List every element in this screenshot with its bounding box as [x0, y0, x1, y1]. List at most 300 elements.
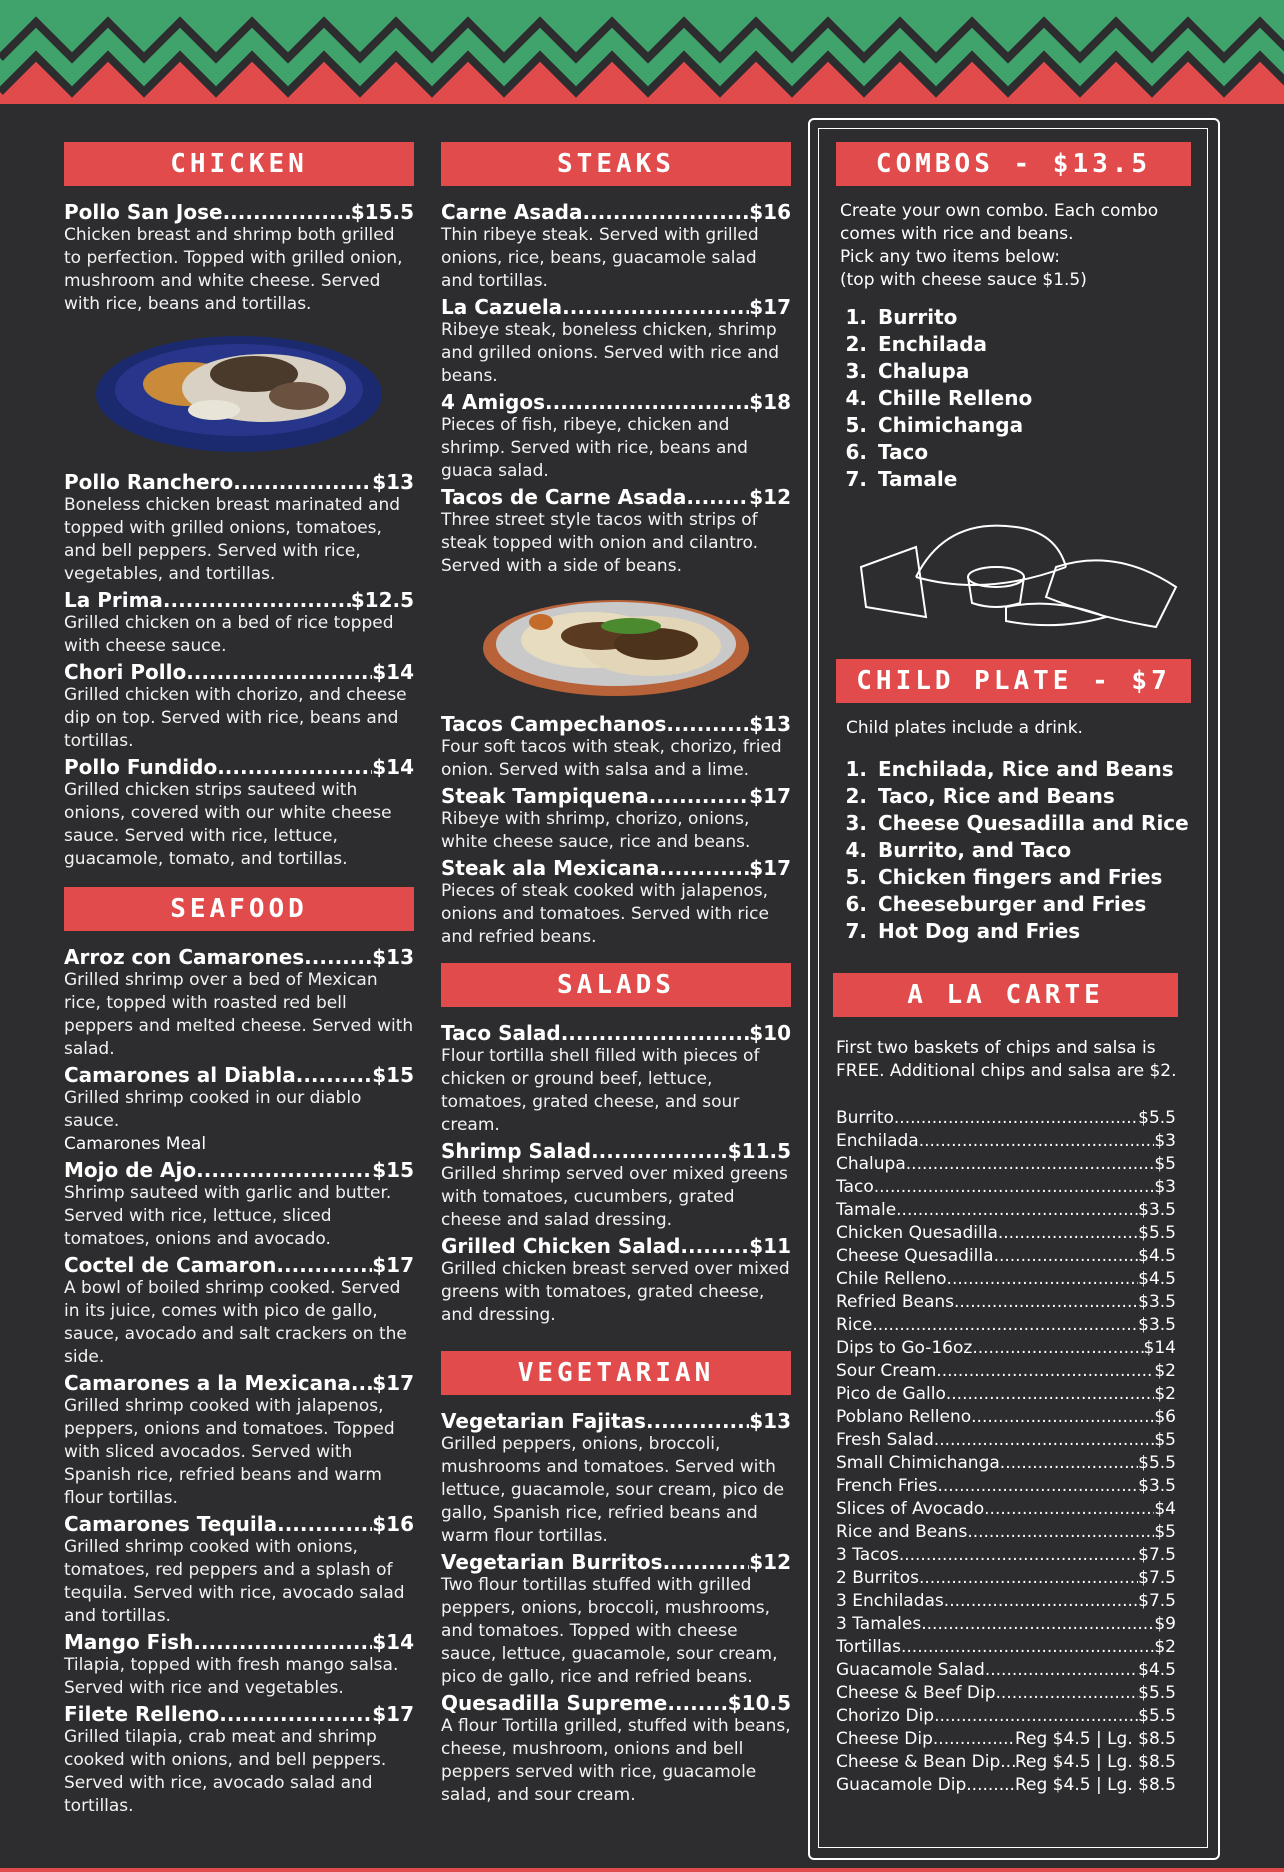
menu-item-title: [64, 1063, 414, 1087]
a-la-carte-row: [836, 1774, 1176, 1797]
menu-item-name: Quesadilla Supreme: [441, 1691, 668, 1715]
menu-item: [64, 1371, 414, 1510]
chicken-heading: CHICKEN: [64, 142, 414, 186]
vegetarian-heading: VEGETARIAN: [441, 1351, 791, 1395]
a-la-carte-row: [836, 1682, 1176, 1705]
a-la-carte-item-name: Cheese Dip: [836, 1729, 933, 1749]
menu-item-title: [64, 755, 414, 779]
menu-item-name: Pollo Fundido: [64, 755, 218, 779]
a-la-carte-item-price: $5.5: [1138, 1453, 1176, 1473]
menu-item-price: $13: [749, 712, 791, 736]
menu-item-price: $11: [749, 1234, 791, 1258]
menu-item-price: $10.5: [727, 1691, 791, 1715]
dot-leader: [666, 712, 749, 736]
menu-item-description: Grilled shrimp over a bed of Mexican rice, topped with roasted red bell peppers and melted cheese. Served with salad.: [64, 970, 414, 1059]
menu-item: [64, 1630, 414, 1700]
menu-item-price: $17: [749, 784, 791, 808]
menu-item-price: $16: [372, 1512, 414, 1536]
menu-item-description: Flour tortilla shell filled with pieces of chicken or ground beef, lettuce, tomatoes, grated cheese, and sour cream.: [441, 1046, 760, 1135]
menu-item-description: Grilled peppers, onions, broccoli, mushrooms and tomatoes. Served with lettuce, guacamole, sour cream, pico de gallo, Spanish rice, refried beans and warm flour tortillas.: [441, 1434, 785, 1546]
menu-item-name: Pollo Ranchero: [64, 470, 234, 494]
dot-leader: [219, 1702, 372, 1726]
dot-leader: [186, 660, 372, 684]
menu-item: [441, 1021, 791, 1137]
menu-item-title: [64, 1512, 414, 1536]
combo-item: 3. Chalupa: [874, 358, 1191, 385]
a-la-carte-item-name: Pico de Gallo: [836, 1384, 946, 1404]
menu-item-name: Carne Asada: [441, 200, 583, 224]
a-la-carte-item-name: Chile Relleno: [836, 1269, 947, 1289]
a-la-carte-row: [836, 1590, 1176, 1613]
a-la-carte-heading: A LA CARTE: [833, 973, 1178, 1017]
seafood-heading: SEAFOOD: [64, 887, 414, 931]
a-la-carte-item-name: French Fries: [836, 1476, 938, 1496]
a-la-carte-row: [836, 1199, 1176, 1222]
dot-leader: [163, 588, 351, 612]
menu-item-title: [64, 1702, 414, 1726]
menu-item-description: Tilapia, topped with fresh mango salsa. Served with rice and vegetables.: [64, 1655, 399, 1698]
dot-leader: [896, 1199, 1138, 1222]
menu-item-description: Grilled shrimp cooked with jalapenos, peppers, onions and tomatoes. Topped with sliced avocados. Served with Spanish rice, refried beans and warm flour tortillas.: [64, 1396, 395, 1508]
a-la-carte-row: [836, 1176, 1176, 1199]
a-la-carte-item-price: $3.5: [1138, 1476, 1176, 1496]
dot-leader: [680, 1234, 749, 1258]
a-la-carte-item-name: Chicken Quesadilla: [836, 1223, 998, 1243]
dot-leader: [545, 390, 749, 414]
menu-item-price: $15: [372, 1063, 414, 1087]
menu-item: [64, 1063, 414, 1156]
menu-item-description: Ribeye with shrimp, chorizo, onions, white cheese sauce, rice and beans.: [441, 809, 751, 852]
dot-leader: [899, 1544, 1138, 1567]
menu-item-price: $13: [372, 470, 414, 494]
menu-item-title: [441, 1139, 791, 1163]
a-la-carte-item-price: $7.5: [1138, 1545, 1176, 1565]
a-la-carte-row: [836, 1567, 1176, 1590]
pollo-san-jose-photo: [94, 324, 384, 456]
child-plate-heading: CHILD PLATE - $7: [836, 659, 1191, 703]
menu-item-description: Pieces of steak cooked with jalapenos, onions and tomatoes. Served with rice and refried beans.: [441, 881, 769, 947]
menu-item-title: [64, 588, 414, 612]
a-la-carte-item-price: $5.5: [1138, 1706, 1176, 1726]
menu-item-description: Boneless chicken breast marinated and topped with grilled onions, tomatoes, and bell peppers. Served with rice, vegetables, and tortillas.: [64, 495, 401, 584]
menu-item: [441, 485, 791, 578]
menu-item: [441, 390, 791, 483]
menu-item-description: Grilled chicken strips sauteed with onions, covered with our white cheese sauce. Served with rice, lettuce, guacamole, tomato, and tortillas.: [64, 780, 392, 869]
dot-leader: [649, 784, 750, 808]
a-la-carte-row: [836, 1452, 1176, 1475]
dot-leader: [583, 200, 750, 224]
a-la-carte-item-name: Taco: [836, 1177, 874, 1197]
a-la-carte-item-name: Refried Beans: [836, 1292, 955, 1312]
menu-item: [64, 755, 414, 871]
child-plate-item: 7. Hot Dog and Fries: [874, 918, 1191, 945]
menu-item-name: 4 Amigos: [441, 390, 546, 414]
bottom-strip: [0, 1868, 1284, 1872]
dot-leader: [934, 1705, 1138, 1728]
menu-item: [441, 295, 791, 388]
a-la-carte-item-price: Reg $4.5 | Lg. $8.5: [1014, 1729, 1176, 1749]
menu-item-name: Chori Pollo: [64, 660, 187, 684]
menu-item-name: Vegetarian Fajitas: [441, 1409, 646, 1433]
menu-item: [441, 856, 791, 949]
dot-leader: [921, 1613, 1154, 1636]
a-la-carte-item-name: Tamale: [836, 1200, 897, 1220]
menu-item-name: Steak Tampiquena: [441, 784, 649, 808]
menu-item: [441, 1234, 791, 1327]
menu-item: [64, 660, 414, 753]
a-la-carte-item-price: Reg $4.5 | Lg. $8.5: [1014, 1775, 1176, 1795]
dot-leader: [277, 1512, 372, 1536]
dot-leader: [296, 1063, 373, 1087]
menu-item: [441, 200, 791, 293]
combos-intro: Create your own combo. Each combo comes with rice and beans. Pick any two items below: (top with cheese sauce $1.5): [840, 201, 1159, 290]
a-la-carte-item-name: Fresh Salad: [836, 1430, 934, 1450]
menu-item-price: $17: [749, 295, 791, 319]
a-la-carte-row: [836, 1245, 1176, 1268]
menu-item: [64, 1512, 414, 1628]
a-la-carte-row: [836, 1659, 1176, 1682]
dot-leader: [985, 1659, 1138, 1682]
menu-item-name: Mojo de Ajo: [64, 1158, 197, 1182]
salads-heading: SALADS: [441, 963, 791, 1007]
menu-item-name: Camarones Tequila: [64, 1512, 278, 1536]
a-la-carte-item-price: $3.5: [1138, 1315, 1176, 1335]
a-la-carte-item-price: $4: [1154, 1499, 1176, 1519]
dot-leader: [967, 1521, 1154, 1544]
menu-item-title: [64, 1158, 414, 1182]
a-la-carte-item-price: $2: [1154, 1637, 1176, 1657]
menu-item-title: [64, 660, 414, 684]
a-la-carte-item-price: $3: [1154, 1131, 1176, 1151]
a-la-carte-row: [836, 1222, 1176, 1245]
combos-list: [836, 304, 1191, 493]
menu-item-name: Filete Relleno: [64, 1702, 220, 1726]
menu-item: [64, 1158, 414, 1251]
combo-food-sketch-icon: [856, 507, 1186, 631]
a-la-carte-item-name: Chalupa: [836, 1154, 906, 1174]
menu-item-description: Grilled chicken breast served over mixed greens with tomatoes, grated cheese, and dressing.: [441, 1259, 790, 1325]
menu-item-name: Steak ala Mexicana: [441, 856, 660, 880]
a-la-carte-item-price: $5.5: [1138, 1683, 1176, 1703]
dot-leader: [947, 1268, 1139, 1291]
menu-item-title: [64, 945, 414, 969]
dot-leader: [1000, 1452, 1138, 1475]
dot-leader: [196, 1158, 372, 1182]
dot-leader: [276, 1253, 372, 1277]
menu-item-title: [441, 712, 791, 736]
dot-leader: [938, 1475, 1139, 1498]
dot-leader: [217, 755, 372, 779]
menu-item: [441, 1139, 791, 1232]
menu-item-price: $12.5: [350, 588, 414, 612]
menu-item-description: Four soft tacos with steak, chorizo, fried onion. Served with salsa and a lime.: [441, 737, 782, 780]
menu-item: [64, 200, 414, 316]
a-la-carte-item-price: $5.5: [1138, 1108, 1176, 1128]
a-la-carte-row: [836, 1429, 1176, 1452]
menu-item-price: $17: [749, 856, 791, 880]
a-la-carte-row: [836, 1130, 1176, 1153]
dot-leader: [561, 1021, 750, 1045]
dot-leader: [304, 945, 372, 969]
dot-leader: [972, 1337, 1143, 1360]
dot-leader: [193, 1630, 372, 1654]
menu-item-description: A flour Tortilla grilled, stuffed with beans, cheese, mushroom, onions and bell peppers served with rice, guacamole salad, and sour cream.: [441, 1716, 791, 1805]
combo-item: 7. Tamale: [874, 466, 1191, 493]
menu-item-title: [64, 1630, 414, 1654]
menu-item-title: [441, 1691, 791, 1715]
dot-leader: [984, 1498, 1154, 1521]
menu-item-title: [64, 1253, 414, 1277]
menu-item-description: Grilled shrimp cooked in our diablo sauce.: [64, 1088, 362, 1131]
dot-leader: [966, 1774, 1015, 1797]
dot-leader: [934, 1429, 1155, 1452]
menu-item: [441, 1691, 791, 1807]
dot-leader: [933, 1728, 1015, 1751]
a-la-carte-row: [836, 1521, 1176, 1544]
a-la-carte-row: [836, 1153, 1176, 1176]
menu-item-description: Grilled shrimp cooked with onions, tomatoes, red peppers and a splash of tequila. Served with rice, avocado salad and tortillas.: [64, 1537, 405, 1626]
a-la-carte-item-price: $2: [1154, 1384, 1176, 1404]
column-right: [836, 142, 1191, 1797]
a-la-carte-item-price: $5.5: [1138, 1223, 1176, 1243]
menu-item-description: A bowl of boiled shrimp cooked. Served in its juice, comes with pico de gallo, sauce, avocado and salt crackers on the side.: [64, 1278, 407, 1367]
a-la-carte-row: [836, 1291, 1176, 1314]
a-la-carte-item-name: Cheese & Bean Dip: [836, 1752, 1001, 1772]
a-la-carte-list: [836, 1107, 1191, 1797]
a-la-carte-item-price: $14: [1143, 1338, 1176, 1358]
menu-item: [64, 945, 414, 1061]
a-la-carte-row: [836, 1268, 1176, 1291]
dot-leader: [954, 1291, 1138, 1314]
a-la-carte-item-name: Rice and Beans: [836, 1522, 968, 1542]
menu-item-description: Three street style tacos with strips of steak topped with onion and cilantro. Served with a side of beans.: [441, 510, 759, 576]
menu-item-name: Arroz con Camarones: [64, 945, 305, 969]
child-plate-list: [836, 756, 1191, 945]
child-plate-item: 5. Chicken fingers and Fries: [874, 864, 1191, 891]
a-la-carte-item-price: $6: [1154, 1407, 1176, 1427]
dot-leader: [1000, 1751, 1015, 1774]
dot-leader: [646, 1409, 749, 1433]
column-middle: [441, 142, 791, 1809]
menu-item-name: La Cazuela: [441, 295, 563, 319]
a-la-carte-item-name: Chorizo Dip: [836, 1706, 935, 1726]
a-la-carte-item-price: $9: [1154, 1614, 1176, 1634]
a-la-carte-item-name: Guacamole Salad: [836, 1660, 985, 1680]
a-la-carte-item-price: $3: [1154, 1177, 1176, 1197]
menu-item-title: [64, 470, 414, 494]
dot-leader: [944, 1590, 1138, 1613]
menu-item-price: $13: [749, 1409, 791, 1433]
menu-item-price: $14: [372, 660, 414, 684]
dot-leader: [936, 1360, 1154, 1383]
a-la-carte-row: [836, 1314, 1176, 1337]
child-plate-item: 6. Cheeseburger and Fries: [874, 891, 1191, 918]
menu-item-name: Grilled Chicken Salad: [441, 1234, 681, 1258]
dot-leader: [996, 1682, 1139, 1705]
child-plate-item: 3. Cheese Quesadilla and Rice: [874, 810, 1191, 837]
menu-item-title: [441, 1550, 791, 1574]
a-la-carte-item-price: $7.5: [1138, 1568, 1176, 1588]
dot-leader: [874, 1176, 1155, 1199]
zigzag-banner: [0, 0, 1284, 108]
dot-leader: [919, 1130, 1155, 1153]
dot-leader: [591, 1139, 728, 1163]
menu-item-title: [64, 200, 414, 224]
a-la-carte-item-name: Tortillas: [836, 1637, 901, 1657]
menu-item-description: Grilled tilapia, crab meat and shrimp cooked with onions, and bell peppers. Served with rice, avocado salad and tortillas.: [64, 1727, 387, 1816]
dot-leader: [223, 200, 351, 224]
a-la-carte-item-price: $3.5: [1138, 1200, 1176, 1220]
a-la-carte-intro: First two baskets of chips and salsa is FREE. Additional chips and salsa are $2.: [836, 1038, 1177, 1081]
a-la-carte-row: [836, 1107, 1176, 1130]
child-plate-item: 4. Burrito, and Taco: [874, 837, 1191, 864]
dot-leader: [686, 485, 749, 509]
a-la-carte-row: [836, 1383, 1176, 1406]
menu-item-price: $10: [749, 1021, 791, 1045]
menu-item-price: $17: [372, 1253, 414, 1277]
tacos-de-carne-asada-photo: [481, 586, 751, 698]
menu-item-name: Camarones al Diabla: [64, 1063, 296, 1087]
a-la-carte-item-name: Rice: [836, 1315, 873, 1335]
menu-item-name: Vegetarian Burritos: [441, 1550, 663, 1574]
combos-heading: COMBOS - $13.5: [836, 142, 1191, 186]
a-la-carte-item-price: $5: [1154, 1522, 1176, 1542]
a-la-carte-item-name: Sour Cream: [836, 1361, 937, 1381]
a-la-carte-row: [836, 1475, 1176, 1498]
menu-item-title: [441, 1409, 791, 1433]
menu-item-price: $15: [372, 1158, 414, 1182]
menu-item-price: $17: [372, 1371, 414, 1395]
a-la-carte-item-name: 2 Burritos: [836, 1568, 919, 1588]
menu-item-price: $16: [749, 200, 791, 224]
dot-leader: [946, 1383, 1155, 1406]
menu-item-name: Mango Fish: [64, 1630, 194, 1654]
dot-leader: [872, 1314, 1138, 1337]
a-la-carte-item-name: Cheese Quesadilla: [836, 1246, 994, 1266]
menu-item-price: $11.5: [727, 1139, 791, 1163]
menu-item-description: Two flour tortillas stuffed with grilled peppers, onions, broccoli, mushrooms, and tomatoes. Topped with cheese sauce, lettuce, guacamole, sour cream, pico de gallo, rice and refried beans.: [441, 1575, 778, 1687]
a-la-carte-row: [836, 1751, 1176, 1774]
menu-item-price: $13: [372, 945, 414, 969]
menu-item-name: Camarones a la Mexicana: [64, 1371, 351, 1395]
a-la-carte-row: [836, 1705, 1176, 1728]
menu-item: [441, 1550, 791, 1689]
menu-item-name: Tacos Campechanos: [441, 712, 667, 736]
dot-leader: [659, 856, 749, 880]
a-la-carte-item-price: $3.5: [1138, 1292, 1176, 1312]
combo-item: 1. Burrito: [874, 304, 1191, 331]
a-la-carte-item-name: Burrito: [836, 1108, 894, 1128]
dot-leader: [894, 1107, 1138, 1130]
a-la-carte-item-name: Cheese & Beef Dip: [836, 1683, 996, 1703]
menu-item-price: $18: [749, 390, 791, 414]
steaks-heading: STEAKS: [441, 142, 791, 186]
menu-item-name: Shrimp Salad: [441, 1139, 592, 1163]
a-la-carte-item-price: $7.5: [1138, 1591, 1176, 1611]
menu-item-price: $14: [372, 755, 414, 779]
a-la-carte-item-name: 3 Enchiladas: [836, 1591, 944, 1611]
menu-item-name: La Prima: [64, 588, 163, 612]
menu-item-description: Thin ribeye steak. Served with grilled onions, rice, beans, guacamole salad and tortillas.: [441, 225, 759, 291]
dot-leader: [667, 1691, 727, 1715]
a-la-carte-row: [836, 1498, 1176, 1521]
a-la-carte-item-price: $4.5: [1138, 1660, 1176, 1680]
menu-item-title: [441, 390, 791, 414]
menu-item-description: Grilled chicken on a bed of rice topped with cheese sauce.: [64, 613, 394, 656]
menu-item-title: [441, 1234, 791, 1258]
menu-item: [441, 712, 791, 782]
menu-item-title: [441, 1021, 791, 1045]
combo-item: 6. Taco: [874, 439, 1191, 466]
menu-item-description: Pieces of fish, ribeye, chicken and shrimp. Served with rice, beans and guaca salad.: [441, 415, 748, 481]
menu-item-title: [64, 1371, 414, 1395]
a-la-carte-row: [836, 1728, 1176, 1751]
a-la-carte-item-price: $5: [1154, 1430, 1176, 1450]
child-plate-item: 2. Taco, Rice and Beans: [874, 783, 1191, 810]
dot-leader: [906, 1153, 1155, 1176]
menu-item-price: $17: [372, 1702, 414, 1726]
dot-leader: [971, 1406, 1154, 1429]
a-la-carte-item-name: 3 Tamales: [836, 1614, 922, 1634]
menu-item-title: [441, 485, 791, 509]
menu-item-description: Chicken breast and shrimp both grilled to perfection. Topped with grilled onion, mushroom and white cheese. Served with rice, beans and tortillas.: [64, 225, 403, 314]
a-la-carte-item-price: $4.5: [1138, 1269, 1176, 1289]
a-la-carte-item-name: Dips to Go-16oz: [836, 1338, 973, 1358]
menu-item-price: $12: [749, 1550, 791, 1574]
dot-leader: [233, 470, 372, 494]
a-la-carte-item-price: Reg $4.5 | Lg. $8.5: [1014, 1752, 1176, 1772]
menu-item: [64, 1253, 414, 1369]
child-plate-intro: Child plates include a drink.: [846, 718, 1083, 738]
menu-item-description: Ribeye steak, boneless chicken, shrimp and grilled onions. Served with rice and beans.: [441, 320, 780, 386]
dot-leader: [562, 295, 749, 319]
a-la-carte-row: [836, 1544, 1176, 1567]
menu-item-name: Pollo San Jose: [64, 200, 223, 224]
menu-item: [441, 784, 791, 854]
a-la-carte-row: [836, 1337, 1176, 1360]
a-la-carte-row: [836, 1636, 1176, 1659]
menu-item-title: [441, 200, 791, 224]
a-la-carte-item-name: 3 Tacos: [836, 1545, 899, 1565]
menu-item: [64, 1702, 414, 1818]
menu-item: [64, 470, 414, 586]
dot-leader: [998, 1222, 1138, 1245]
dot-leader: [994, 1245, 1139, 1268]
menu-item-title: [441, 784, 791, 808]
a-la-carte-row: [836, 1613, 1176, 1636]
a-la-carte-item-name: Small Chimichanga: [836, 1453, 1000, 1473]
menu-item-name: Coctel de Camaron: [64, 1253, 277, 1277]
a-la-carte-item-name: Poblano Relleno: [836, 1407, 972, 1427]
menu-item-name: Taco Salad: [441, 1021, 561, 1045]
zigzag-pattern-icon: [0, 0, 1284, 108]
menu-item-price: $12: [749, 485, 791, 509]
dot-leader: [351, 1371, 372, 1395]
a-la-carte-row: [836, 1360, 1176, 1383]
menu-item: [64, 588, 414, 658]
menu-item-description: Grilled chicken with chorizo, and cheese dip on top. Served with rice, beans and tortillas.: [64, 685, 407, 751]
combo-item: 4. Chille Relleno: [874, 385, 1191, 412]
menu-item-price: $15.5: [350, 200, 414, 224]
a-la-carte-item-price: $4.5: [1138, 1246, 1176, 1266]
dot-leader: [663, 1550, 750, 1574]
dot-leader: [901, 1636, 1154, 1659]
a-la-carte-item-price: $2: [1154, 1361, 1176, 1381]
dot-leader: [919, 1567, 1138, 1590]
menu-item: [441, 1409, 791, 1548]
a-la-carte-row: [836, 1406, 1176, 1429]
a-la-carte-item-price: $5: [1154, 1154, 1176, 1174]
